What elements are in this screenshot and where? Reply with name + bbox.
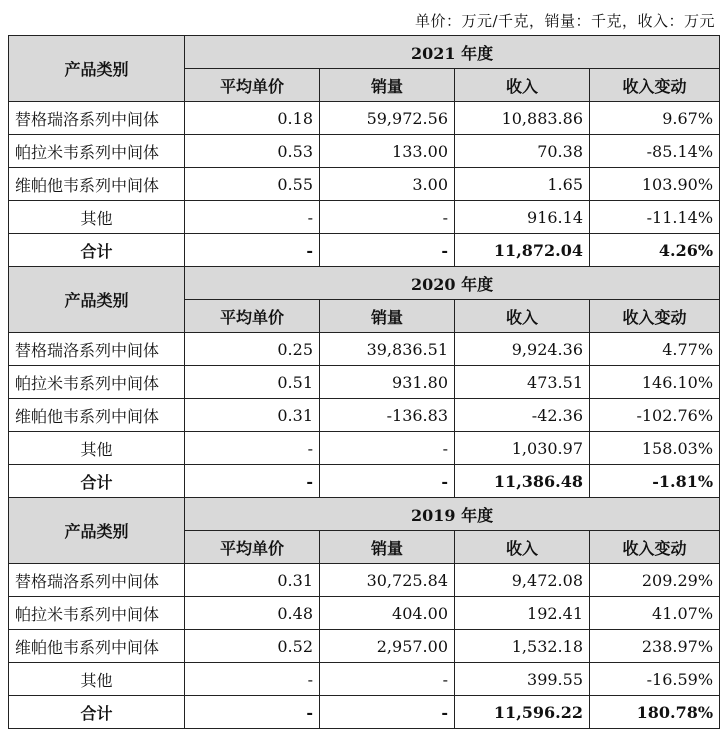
year-header: 2019 年度 xyxy=(185,498,720,531)
column-header: 收入 xyxy=(455,300,590,333)
column-header: 收入 xyxy=(455,69,590,102)
unit-note: 单价：万元/千克，销量：千克，收入：万元 xyxy=(414,12,715,30)
category-header: 产品类别 xyxy=(9,498,185,564)
total-revenue-cell: 11,596.22 xyxy=(455,696,590,729)
product-category-cell: 其他 xyxy=(9,432,185,465)
product-category-cell: 维帕他韦系列中间体 xyxy=(9,630,185,663)
product-category-cell: 其他 xyxy=(9,663,185,696)
table-row xyxy=(9,564,720,597)
revenue-change-cell: 103.90% xyxy=(590,168,720,201)
revenue-cell: 399.55 xyxy=(455,663,590,696)
revenue-cell: 1.65 xyxy=(455,168,590,201)
category-header: 产品类别 xyxy=(9,36,185,102)
column-header: 平均单价 xyxy=(185,69,320,102)
table-row xyxy=(9,399,720,432)
avg-price-cell: 0.31 xyxy=(185,399,320,432)
revenue-table xyxy=(8,35,720,729)
year-header: 2020 年度 xyxy=(185,267,720,300)
avg-price-cell: 0.52 xyxy=(185,630,320,663)
total-label-cell: 合计 xyxy=(9,465,185,498)
avg-price-cell: 0.18 xyxy=(185,102,320,135)
volume-cell: 2,957.00 xyxy=(320,630,455,663)
column-header: 收入 xyxy=(455,531,590,564)
total-volume-cell: - xyxy=(320,465,455,498)
product-category-cell: 替格瑞洛系列中间体 xyxy=(9,102,185,135)
product-category-cell: 维帕他韦系列中间体 xyxy=(9,399,185,432)
revenue-change-cell: 158.03% xyxy=(590,432,720,465)
volume-cell: 931.80 xyxy=(320,366,455,399)
table-row xyxy=(9,630,720,663)
revenue-cell: 1,030.97 xyxy=(455,432,590,465)
revenue-cell: 70.38 xyxy=(455,135,590,168)
table-row xyxy=(9,366,720,399)
revenue-cell: -42.36 xyxy=(455,399,590,432)
revenue-cell: 10,883.86 xyxy=(455,102,590,135)
total-row xyxy=(9,234,720,267)
avg-price-cell: - xyxy=(185,663,320,696)
volume-cell: 133.00 xyxy=(320,135,455,168)
revenue-cell: 1,532.18 xyxy=(455,630,590,663)
revenue-change-cell: -102.76% xyxy=(590,399,720,432)
section-header-row xyxy=(9,36,720,69)
volume-cell: 404.00 xyxy=(320,597,455,630)
total-revenue-change-cell: 180.78% xyxy=(590,696,720,729)
column-header: 收入变动 xyxy=(590,69,720,102)
table-row xyxy=(9,333,720,366)
column-header: 平均单价 xyxy=(185,300,320,333)
total-revenue-change-cell: 4.26% xyxy=(590,234,720,267)
category-header: 产品类别 xyxy=(9,267,185,333)
total-revenue-change-cell: -1.81% xyxy=(590,465,720,498)
avg-price-cell: 0.53 xyxy=(185,135,320,168)
product-category-cell: 其他 xyxy=(9,201,185,234)
column-header: 销量 xyxy=(320,300,455,333)
table-row xyxy=(9,663,720,696)
table-row xyxy=(9,168,720,201)
revenue-change-cell: 238.97% xyxy=(590,630,720,663)
revenue-change-cell: 209.29% xyxy=(590,564,720,597)
product-category-cell: 维帕他韦系列中间体 xyxy=(9,168,185,201)
product-category-cell: 替格瑞洛系列中间体 xyxy=(9,564,185,597)
total-row xyxy=(9,465,720,498)
revenue-cell: 9,924.36 xyxy=(455,333,590,366)
column-header: 销量 xyxy=(320,531,455,564)
avg-price-cell: 0.55 xyxy=(185,168,320,201)
volume-cell: 30,725.84 xyxy=(320,564,455,597)
revenue-change-cell: 4.77% xyxy=(590,333,720,366)
total-avg-price-cell: - xyxy=(185,696,320,729)
avg-price-cell: 0.51 xyxy=(185,366,320,399)
revenue-change-cell: -16.59% xyxy=(590,663,720,696)
revenue-cell: 9,472.08 xyxy=(455,564,590,597)
section-header-row xyxy=(9,498,720,531)
total-volume-cell: - xyxy=(320,696,455,729)
total-avg-price-cell: - xyxy=(185,465,320,498)
avg-price-cell: - xyxy=(185,201,320,234)
revenue-change-cell: -11.14% xyxy=(590,201,720,234)
avg-price-cell: 0.48 xyxy=(185,597,320,630)
revenue-change-cell: 146.10% xyxy=(590,366,720,399)
product-category-cell: 帕拉米韦系列中间体 xyxy=(9,135,185,168)
product-category-cell: 帕拉米韦系列中间体 xyxy=(9,597,185,630)
revenue-cell: 192.41 xyxy=(455,597,590,630)
volume-cell: 3.00 xyxy=(320,168,455,201)
column-header: 销量 xyxy=(320,69,455,102)
table-row xyxy=(9,201,720,234)
total-row xyxy=(9,696,720,729)
total-revenue-cell: 11,386.48 xyxy=(455,465,590,498)
product-category-cell: 替格瑞洛系列中间体 xyxy=(9,333,185,366)
avg-price-cell: - xyxy=(185,432,320,465)
total-label-cell: 合计 xyxy=(9,234,185,267)
volume-cell: 39,836.51 xyxy=(320,333,455,366)
revenue-change-cell: -85.14% xyxy=(590,135,720,168)
volume-cell: - xyxy=(320,663,455,696)
total-volume-cell: - xyxy=(320,234,455,267)
product-category-cell: 帕拉米韦系列中间体 xyxy=(9,366,185,399)
volume-cell: 59,972.56 xyxy=(320,102,455,135)
revenue-change-cell: 9.67% xyxy=(590,102,720,135)
volume-cell: - xyxy=(320,432,455,465)
volume-cell: - xyxy=(320,201,455,234)
revenue-cell: 916.14 xyxy=(455,201,590,234)
column-header: 收入变动 xyxy=(590,531,720,564)
total-label-cell: 合计 xyxy=(9,696,185,729)
table-row xyxy=(9,135,720,168)
volume-cell: -136.83 xyxy=(320,399,455,432)
column-header: 平均单价 xyxy=(185,531,320,564)
avg-price-cell: 0.31 xyxy=(185,564,320,597)
table-row xyxy=(9,597,720,630)
revenue-cell: 473.51 xyxy=(455,366,590,399)
section-header-row xyxy=(9,267,720,300)
total-revenue-cell: 11,872.04 xyxy=(455,234,590,267)
table-row xyxy=(9,432,720,465)
year-header: 2021 年度 xyxy=(185,36,720,69)
table-row xyxy=(9,102,720,135)
avg-price-cell: 0.25 xyxy=(185,333,320,366)
revenue-change-cell: 41.07% xyxy=(590,597,720,630)
total-avg-price-cell: - xyxy=(185,234,320,267)
column-header: 收入变动 xyxy=(590,300,720,333)
